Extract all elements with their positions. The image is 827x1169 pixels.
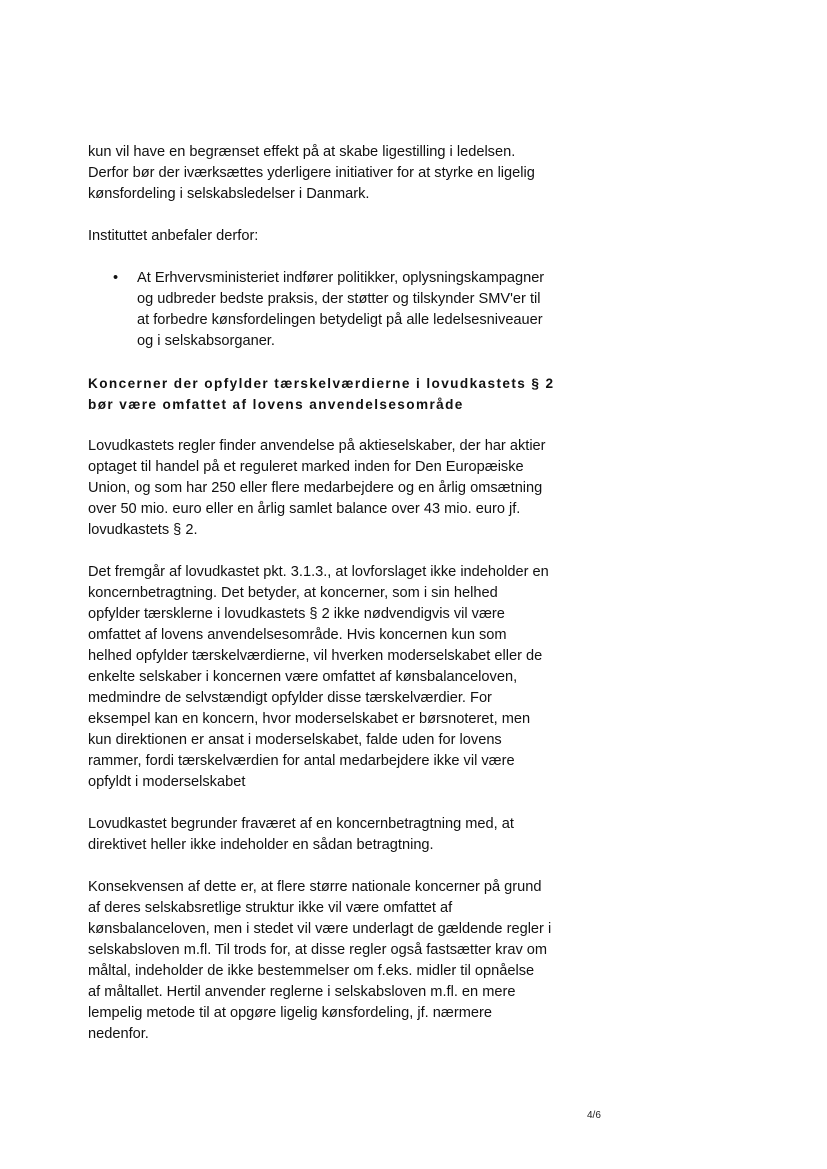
text-line: Det fremgår af lovudkastet pkt. 3.1.3., at lovforslaget ikke indeholder en: [88, 564, 549, 580]
text-line: Konsekvensen af dette er, at flere større nationale koncerner på grund: [88, 879, 542, 895]
text-line: nedenfor.: [88, 1026, 149, 1042]
document-body: [88, 142, 588, 1045]
text-line: at forbedre kønsfordelingen betydeligt på alle ledelsesniveauer: [137, 312, 543, 328]
text-line: koncernbetragtning. Det betyder, at koncerner, som i sin helhed: [88, 585, 498, 601]
text-line: direktivet heller ikke indeholder en sådan betragtning.: [88, 837, 434, 853]
heading-line: Koncerner der opfylder tærskelværdierne i lovudkastets § 2: [88, 376, 555, 391]
text-line: og udbreder bedste praksis, der støtter og tilskynder SMV'er til: [137, 291, 541, 307]
paragraph-4: [88, 877, 588, 1045]
text-line: kønsbalanceloven, men i stedet vil være underlagt de gældende regler i: [88, 921, 552, 937]
text-line: kun vil have en begrænset effekt på at skabe ligestilling i ledelsen.: [88, 144, 516, 160]
paragraph-1: [88, 436, 588, 541]
text-line: Union, og som har 250 eller flere medarbejdere og en årlig omsætning: [88, 480, 543, 496]
text-line: Derfor bør der iværksættes yderligere initiativer for at styrke en ligelig: [88, 165, 535, 181]
text-line: medmindre de selvstændigt opfylder disse tærskelværdier. For: [88, 690, 492, 706]
recommendation-lead: [88, 226, 588, 247]
text-line: af måltallet. Hertil anvender reglerne i selskabsloven m.fl. en mere: [88, 984, 516, 1000]
text-line: Instituttet anbefaler derfor:: [88, 228, 259, 244]
text-line: af deres selskabsretlige struktur ikke vil være omfattet af: [88, 900, 453, 916]
text-line: Lovudkastet begrunder fraværet af en koncernbetragtning med, at: [88, 816, 514, 832]
text-line: enkelte selskaber i koncernen være omfattet af kønsbalanceloven,: [88, 669, 518, 685]
text-line: over 50 mio. euro eller en årlig samlet balance over 43 mio. euro jf.: [88, 501, 521, 517]
text-line: lempelig metode til at opgøre ligelig kønsfordeling, jf. nærmere: [88, 1005, 492, 1021]
text-line: måltal, indeholder de ikke bestemmelser om f.eks. midler til opnåelse: [88, 963, 535, 979]
text-line: Lovudkastets regler finder anvendelse på aktieselskaber, der har aktier: [88, 438, 546, 454]
text-line: og i selskabsorganer.: [137, 333, 275, 349]
text-line: kun direktionen er ansat i moderselskabet, falde uden for lovens: [88, 732, 502, 748]
bullet-icon: •: [113, 270, 119, 286]
text-line: eksempel kan en koncern, hvor moderselskabet er børsnoteret, men: [88, 711, 531, 727]
text-line: kønsfordeling i selskabsledelser i Danmark.: [88, 186, 370, 202]
text-line: At Erhvervsministeriet indfører politikker, oplysningskampagner: [137, 270, 545, 286]
heading-line: bør være omfattet af lovens anvendelsesområde: [88, 397, 464, 412]
text-line: rammer, fordi tærskelværdien for antal medarbejdere ikke vil være: [88, 753, 515, 769]
page-number: 4/6: [587, 1110, 601, 1121]
text-line: optaget til handel på et reguleret marked inden for Den Europæiske: [88, 459, 524, 475]
intro-paragraph: [88, 142, 588, 205]
bullet-list-item: [88, 268, 588, 352]
text-line: selskabsloven m.fl. Til trods for, at disse regler også fastsætter krav om: [88, 942, 548, 958]
paragraph-2: [88, 562, 588, 793]
text-line: helhed opfylder tærskelværdierne, vil hverken moderselskabet eller de: [88, 648, 543, 664]
text-line: opfyldt i moderselskabet: [88, 774, 246, 790]
text-line: opfylder tærsklerne i lovudkastets § 2 ikke nødvendigvis vil være: [88, 606, 505, 622]
paragraph-3: [88, 814, 588, 856]
text-line: omfattet af lovens anvendelsesområde. Hvis koncernen kun som: [88, 627, 507, 643]
section-heading: [88, 373, 588, 415]
text-line: lovudkastets § 2.: [88, 522, 198, 538]
